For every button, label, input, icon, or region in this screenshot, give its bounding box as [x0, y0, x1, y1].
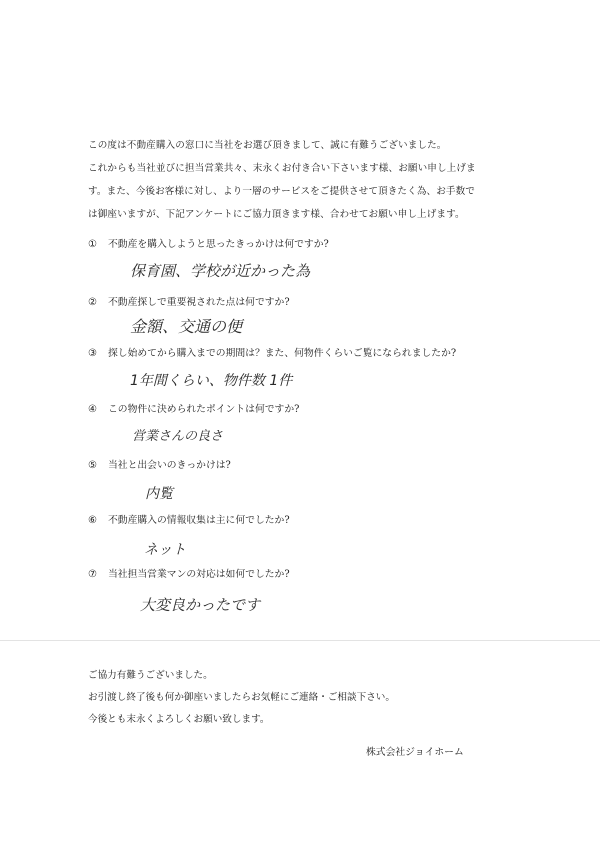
closing-line: 今後とも末永くよろしくお願い致します。 [88, 714, 270, 725]
intro-line: は御座いますが、下記アンケートにご協力頂きます様、合わせてお願い申し上げます。 [88, 209, 465, 220]
handwritten-answer-3: 1年間くらい、物件数 1件 [130, 373, 293, 389]
question-number: ⑥ [88, 515, 97, 526]
closing-paragraph [88, 665, 395, 731]
question-4 [88, 401, 299, 415]
question-text: 不動産購入の情報収集は主に何でしたか? [108, 515, 290, 526]
question-2 [88, 294, 290, 308]
question-7 [88, 566, 290, 580]
handwritten-answer-5: 内覧 [145, 486, 173, 502]
question-text: この物件に決められたポイントは何ですか? [108, 404, 300, 415]
question-1 [88, 236, 329, 250]
intro-line: これからも当社並びに担当営業共々、末永くお付き合い下さいます様、お願い申し上げま [88, 163, 476, 174]
question-text: 当社と出会いのきっかけは? [108, 460, 231, 471]
question-text: 不動産を購入しようと思ったきっかけは何ですか? [108, 239, 329, 250]
question-number: ⑤ [88, 460, 97, 471]
handwritten-answer-7: 大変良かったです [140, 596, 261, 614]
question-6 [88, 512, 290, 526]
question-number: ① [88, 239, 97, 250]
section-divider [0, 640, 600, 641]
question-number: ⑦ [88, 569, 97, 580]
intro-paragraph [88, 134, 528, 226]
handwritten-answer-1: 保育園、学校が近かった為 [130, 262, 311, 280]
closing-line: お引渡し終了後も何か御座いましたらお気軽にご連絡・ご相談下さい。 [88, 692, 395, 703]
question-text: 当社担当営業マンの対応は如何でしたか? [108, 569, 290, 580]
handwritten-answer-6: ネット [144, 542, 186, 558]
question-5 [88, 457, 231, 471]
question-number: ③ [88, 348, 97, 359]
question-number: ② [88, 297, 97, 308]
question-number: ④ [88, 404, 97, 415]
question-3 [88, 345, 456, 359]
handwritten-answer-2: 金額、交通の便 [130, 317, 243, 336]
question-text: 不動産探しで重要視された点は何ですか? [108, 297, 290, 308]
closing-line: ご協力有難うございました。 [88, 670, 213, 681]
handwritten-answer-4: 営業さんの良さ [132, 429, 224, 444]
question-text: 探し始めてから購入までの期間は？また、何物件くらいご覧になられましたか? [108, 348, 457, 359]
intro-line: す。また、今後お客様に対し、より一層のサービスをご提供させて頂きたく為、お手数で [88, 186, 475, 197]
intro-line: この度は不動産購入の窓口に当社をお選び頂きまして、誠に有難うございました。 [88, 140, 447, 151]
company-name: 株式会社ジョイホーム [366, 747, 464, 758]
